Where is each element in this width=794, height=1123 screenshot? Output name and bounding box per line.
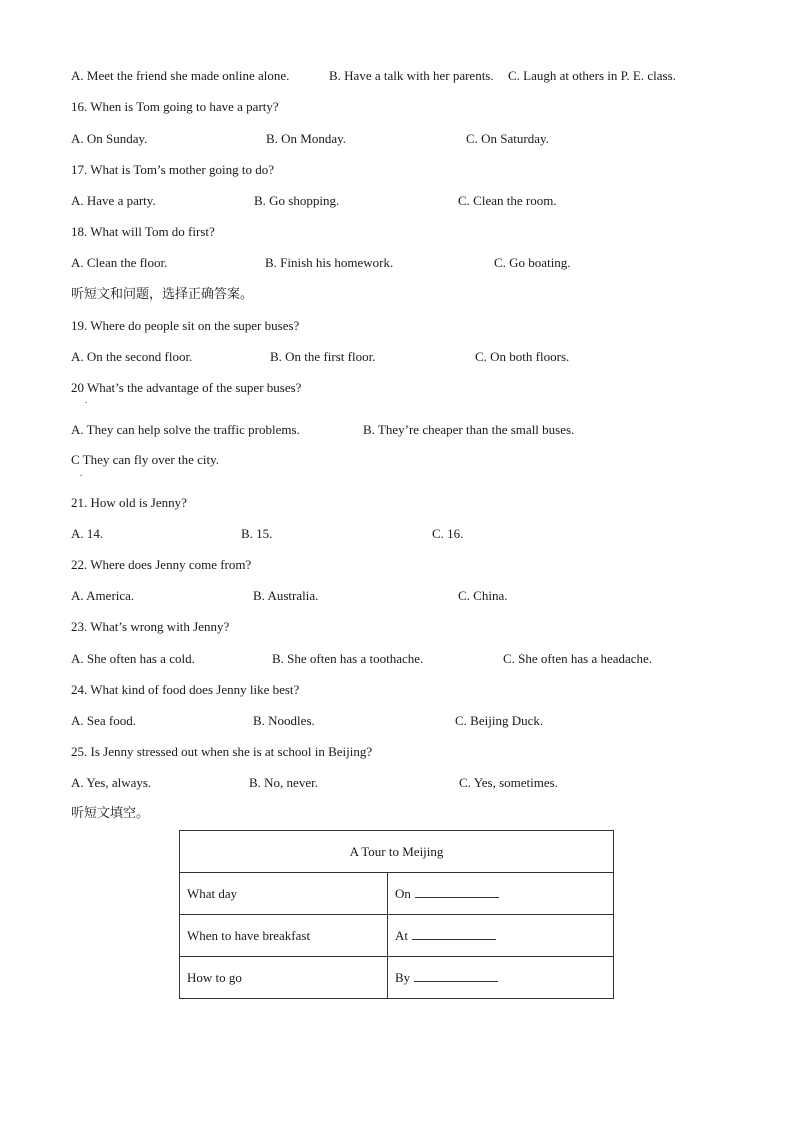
table-row-label: How to go xyxy=(180,957,388,999)
q24-option-c: C. Beijing Duck. xyxy=(455,713,544,728)
q17-option-b: B. Go shopping. xyxy=(254,193,340,208)
answer-prefix: By xyxy=(395,970,411,985)
q22-question: 22. Where does Jenny come from? xyxy=(71,557,252,572)
answer-blank[interactable] xyxy=(414,969,498,982)
q15-option-c: C. Laugh at others in P. E. class. xyxy=(508,68,676,83)
q25-option-c: C. Yes, sometimes. xyxy=(459,775,558,790)
q19-option-c: C. On both floors. xyxy=(475,349,570,364)
q16-option-b: B. On Monday. xyxy=(266,131,347,146)
q20-question: 20 What’s the advantage of the super buses? xyxy=(71,380,302,395)
q25-option-b: B. No, never. xyxy=(249,775,318,790)
section-heading-passage: 听短文和问题，选择正确答案。 xyxy=(71,287,254,302)
q16-option-a: A. On Sunday. xyxy=(71,131,148,146)
q20-option-b: B. They’re cheaper than the small buses. xyxy=(363,422,575,437)
stray-dot: . xyxy=(85,395,88,405)
table-title: A Tour to Meijing xyxy=(180,831,614,873)
q25-option-a: A. Yes, always. xyxy=(71,775,152,790)
table-row-label: What day xyxy=(180,873,388,915)
q18-option-c: C. Go boating. xyxy=(494,255,571,270)
q20-option-a: A. They can help solve the traffic problems. xyxy=(71,422,300,437)
table-row-answer xyxy=(388,957,614,999)
table-header-row xyxy=(180,831,614,873)
section-heading-fill-blanks: 听短文填空。 xyxy=(71,806,150,821)
table-row xyxy=(180,915,614,957)
q23-option-b: B. She often has a toothache. xyxy=(272,651,424,666)
q19-option-a: A. On the second floor. xyxy=(71,349,193,364)
q23-option-c: C. She often has a headache. xyxy=(503,651,653,666)
q18-option-b: B. Finish his homework. xyxy=(265,255,394,270)
q21-option-a: A. 14. xyxy=(71,526,104,541)
q20-option-c: C They can fly over the city. xyxy=(71,452,220,467)
table-row-answer xyxy=(388,915,614,957)
table-row-label: When to have breakfast xyxy=(180,915,388,957)
q21-option-c: C. 16. xyxy=(432,526,464,541)
answer-blank[interactable] xyxy=(415,885,499,898)
table-row xyxy=(180,873,614,915)
q21-question: 21. How old is Jenny? xyxy=(71,495,187,510)
q23-question: 23. What’s wrong with Jenny? xyxy=(71,619,230,634)
q18-question: 18. What will Tom do first? xyxy=(71,224,215,239)
q22-option-c: C. China. xyxy=(458,588,508,603)
tour-table xyxy=(179,830,614,999)
answer-blank[interactable] xyxy=(412,927,496,940)
q15-option-a: A. Meet the friend she made online alone. xyxy=(71,68,290,83)
q16-option-c: C. On Saturday. xyxy=(466,131,549,146)
q24-question: 24. What kind of food does Jenny like best? xyxy=(71,682,300,697)
q17-option-a: A. Have a party. xyxy=(71,193,156,208)
answer-prefix: On xyxy=(395,886,411,901)
q25-question: 25. Is Jenny stressed out when she is at school in Beijing? xyxy=(71,744,373,759)
q17-option-c: C. Clean the room. xyxy=(458,193,557,208)
q21-option-b: B. 15. xyxy=(241,526,273,541)
q16-question: 16. When is Tom going to have a party? xyxy=(71,99,279,114)
q23-option-a: A. She often has a cold. xyxy=(71,651,195,666)
q18-option-a: A. Clean the floor. xyxy=(71,255,168,270)
q24-option-b: B. Noodles. xyxy=(253,713,315,728)
q22-option-b: B. Australia. xyxy=(253,588,319,603)
answer-prefix: At xyxy=(395,928,408,943)
stray-dot: . xyxy=(80,468,83,478)
table-row xyxy=(180,957,614,999)
q24-option-a: A. Sea food. xyxy=(71,713,136,728)
table-row-answer xyxy=(388,873,614,915)
q15-option-b: B. Have a talk with her parents. xyxy=(329,68,494,83)
q17-question: 17. What is Tom’s mother going to do? xyxy=(71,162,274,177)
q19-question: 19. Where do people sit on the super buses? xyxy=(71,318,300,333)
q19-option-b: B. On the first floor. xyxy=(270,349,376,364)
q22-option-a: A. America. xyxy=(71,588,135,603)
